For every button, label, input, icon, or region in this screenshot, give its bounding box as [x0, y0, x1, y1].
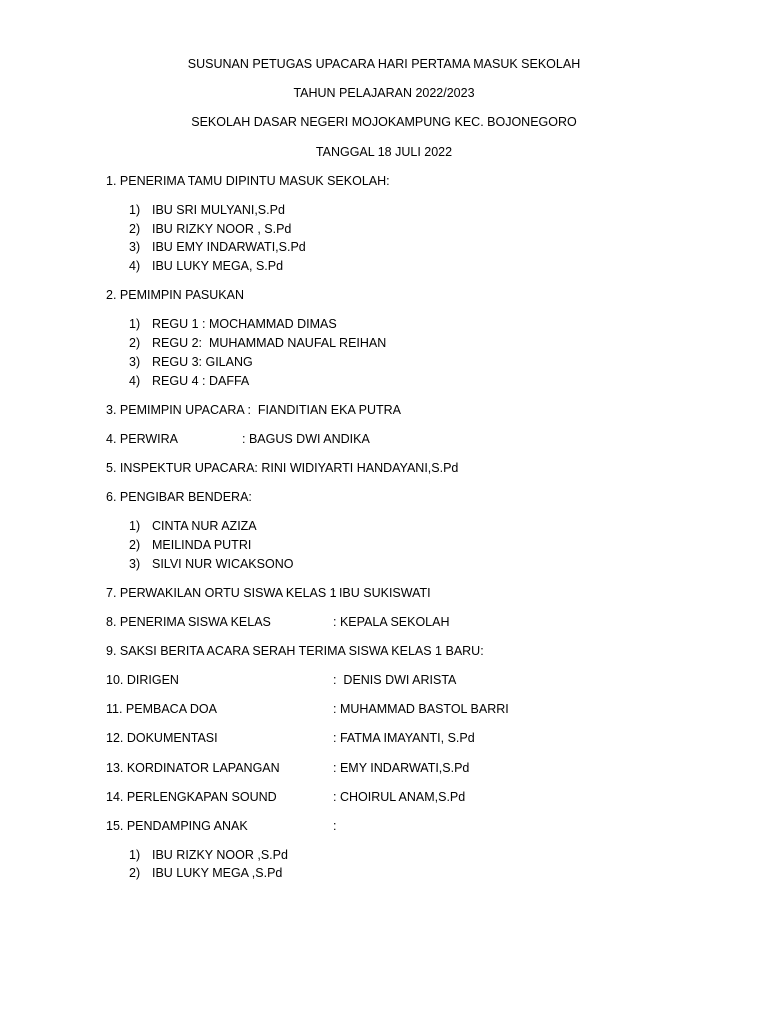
list-item-number: 1) — [129, 519, 141, 533]
list-item-number: 3) — [129, 355, 141, 369]
section-14-value: : CHOIRUL ANAM,S.Pd — [333, 790, 466, 804]
section-10-value: : DENIS DWI ARISTA — [333, 673, 457, 687]
list-item-text: IBU LUKY MEGA ,S.Pd — [152, 866, 283, 880]
list-item-text: IBU RIZKY NOOR ,S.Pd — [152, 848, 288, 862]
section-11-label: 11. PEMBACA DOA — [106, 702, 217, 716]
list-item-text: REGU 2: MUHAMMAD NAUFAL REIHAN — [152, 336, 387, 350]
list-item-text: IBU LUKY MEGA, S.Pd — [152, 259, 284, 273]
section-8-label: 8. PENERIMA SISWA KELAS — [106, 615, 271, 629]
list-item-number: 1) — [129, 203, 141, 217]
school-year: TAHUN PELAJARAN 2022/2023 — [293, 86, 475, 100]
list-item-text: IBU RIZKY NOOR , S.Pd — [152, 222, 292, 236]
section-4-label: 4. PERWIRA — [106, 432, 179, 446]
list-item-number: 3) — [129, 557, 141, 571]
list-item-number: 4) — [129, 259, 141, 273]
document-title: SUSUNAN PETUGAS UPACARA HARI PERTAMA MASUK SEKOLAH — [187, 57, 581, 71]
list-item-text: REGU 1 : MOCHAMMAD DIMAS — [152, 317, 337, 331]
section-10-label: 10. DIRIGEN — [106, 673, 179, 687]
section-2-heading: 2. PEMIMPIN PASUKAN — [106, 288, 244, 302]
section-1-heading: 1. PENERIMA TAMU DIPINTU MASUK SEKOLAH: — [106, 174, 390, 188]
list-item-text: IBU SRI MULYANI,S.Pd — [152, 203, 285, 217]
list-item-number: 1) — [129, 317, 141, 331]
section-5-text: 5. INSPEKTUR UPACARA: RINI WIDIYARTI HANDAYANI,S.Pd — [106, 461, 459, 475]
section-9-text: 9. SAKSI BERITA ACARA SERAH TERIMA SISWA KELAS 1 BARU: — [106, 644, 484, 658]
list-item-number: 2) — [129, 222, 141, 236]
section-13-label: 13. KORDINATOR LAPANGAN — [106, 761, 280, 775]
list-item-number: 2) — [129, 866, 141, 880]
section-4-value: : BAGUS DWI ANDIKA — [242, 432, 370, 446]
section-8-value: : KEPALA SEKOLAH — [333, 615, 450, 629]
list-item-text: MEILINDA PUTRI — [152, 538, 252, 552]
list-item-text: REGU 4 : DAFFA — [152, 374, 250, 388]
section-12-label: 12. DOKUMENTASI — [106, 731, 218, 745]
list-item-number: 1) — [129, 848, 141, 862]
list-item-number: 2) — [129, 336, 141, 350]
list-item-text: CINTA NUR AZIZA — [152, 519, 257, 533]
section-12-value: : FATMA IMAYANTI, S.Pd — [333, 731, 475, 745]
list-item-text: SILVI NUR WICAKSONO — [152, 557, 294, 571]
school-name: SEKOLAH DASAR NEGERI MOJOKAMPUNG KEC. BOJONEGORO — [191, 115, 577, 129]
section-14-label: 14. PERLENGKAPAN SOUND — [106, 790, 277, 804]
section-7-value: : IBU SUKISWATI — [332, 586, 431, 600]
list-item-number: 4) — [129, 374, 141, 388]
section-3-text: 3. PEMIMPIN UPACARA : FIANDITIAN EKA PUTRA — [106, 403, 401, 417]
list-item-number: 2) — [129, 538, 141, 552]
list-item-text: REGU 3: GILANG — [152, 355, 253, 369]
section-11-value: : MUHAMMAD BASTOL BARRI — [333, 702, 509, 716]
section-13-value: : EMY INDARWATI,S.Pd — [333, 761, 470, 775]
section-15-value: : — [333, 819, 337, 833]
section-15-label: 15. PENDAMPING ANAK — [106, 819, 248, 833]
ceremony-date: TANGGAL 18 JULI 2022 — [315, 145, 453, 159]
list-item-text: IBU EMY INDARWATI,S.Pd — [152, 240, 306, 254]
section-7-label: 7. PERWAKILAN ORTU SISWA KELAS 1 — [106, 586, 337, 600]
list-item-number: 3) — [129, 240, 141, 254]
section-6-heading: 6. PENGIBAR BENDERA: — [106, 490, 252, 504]
